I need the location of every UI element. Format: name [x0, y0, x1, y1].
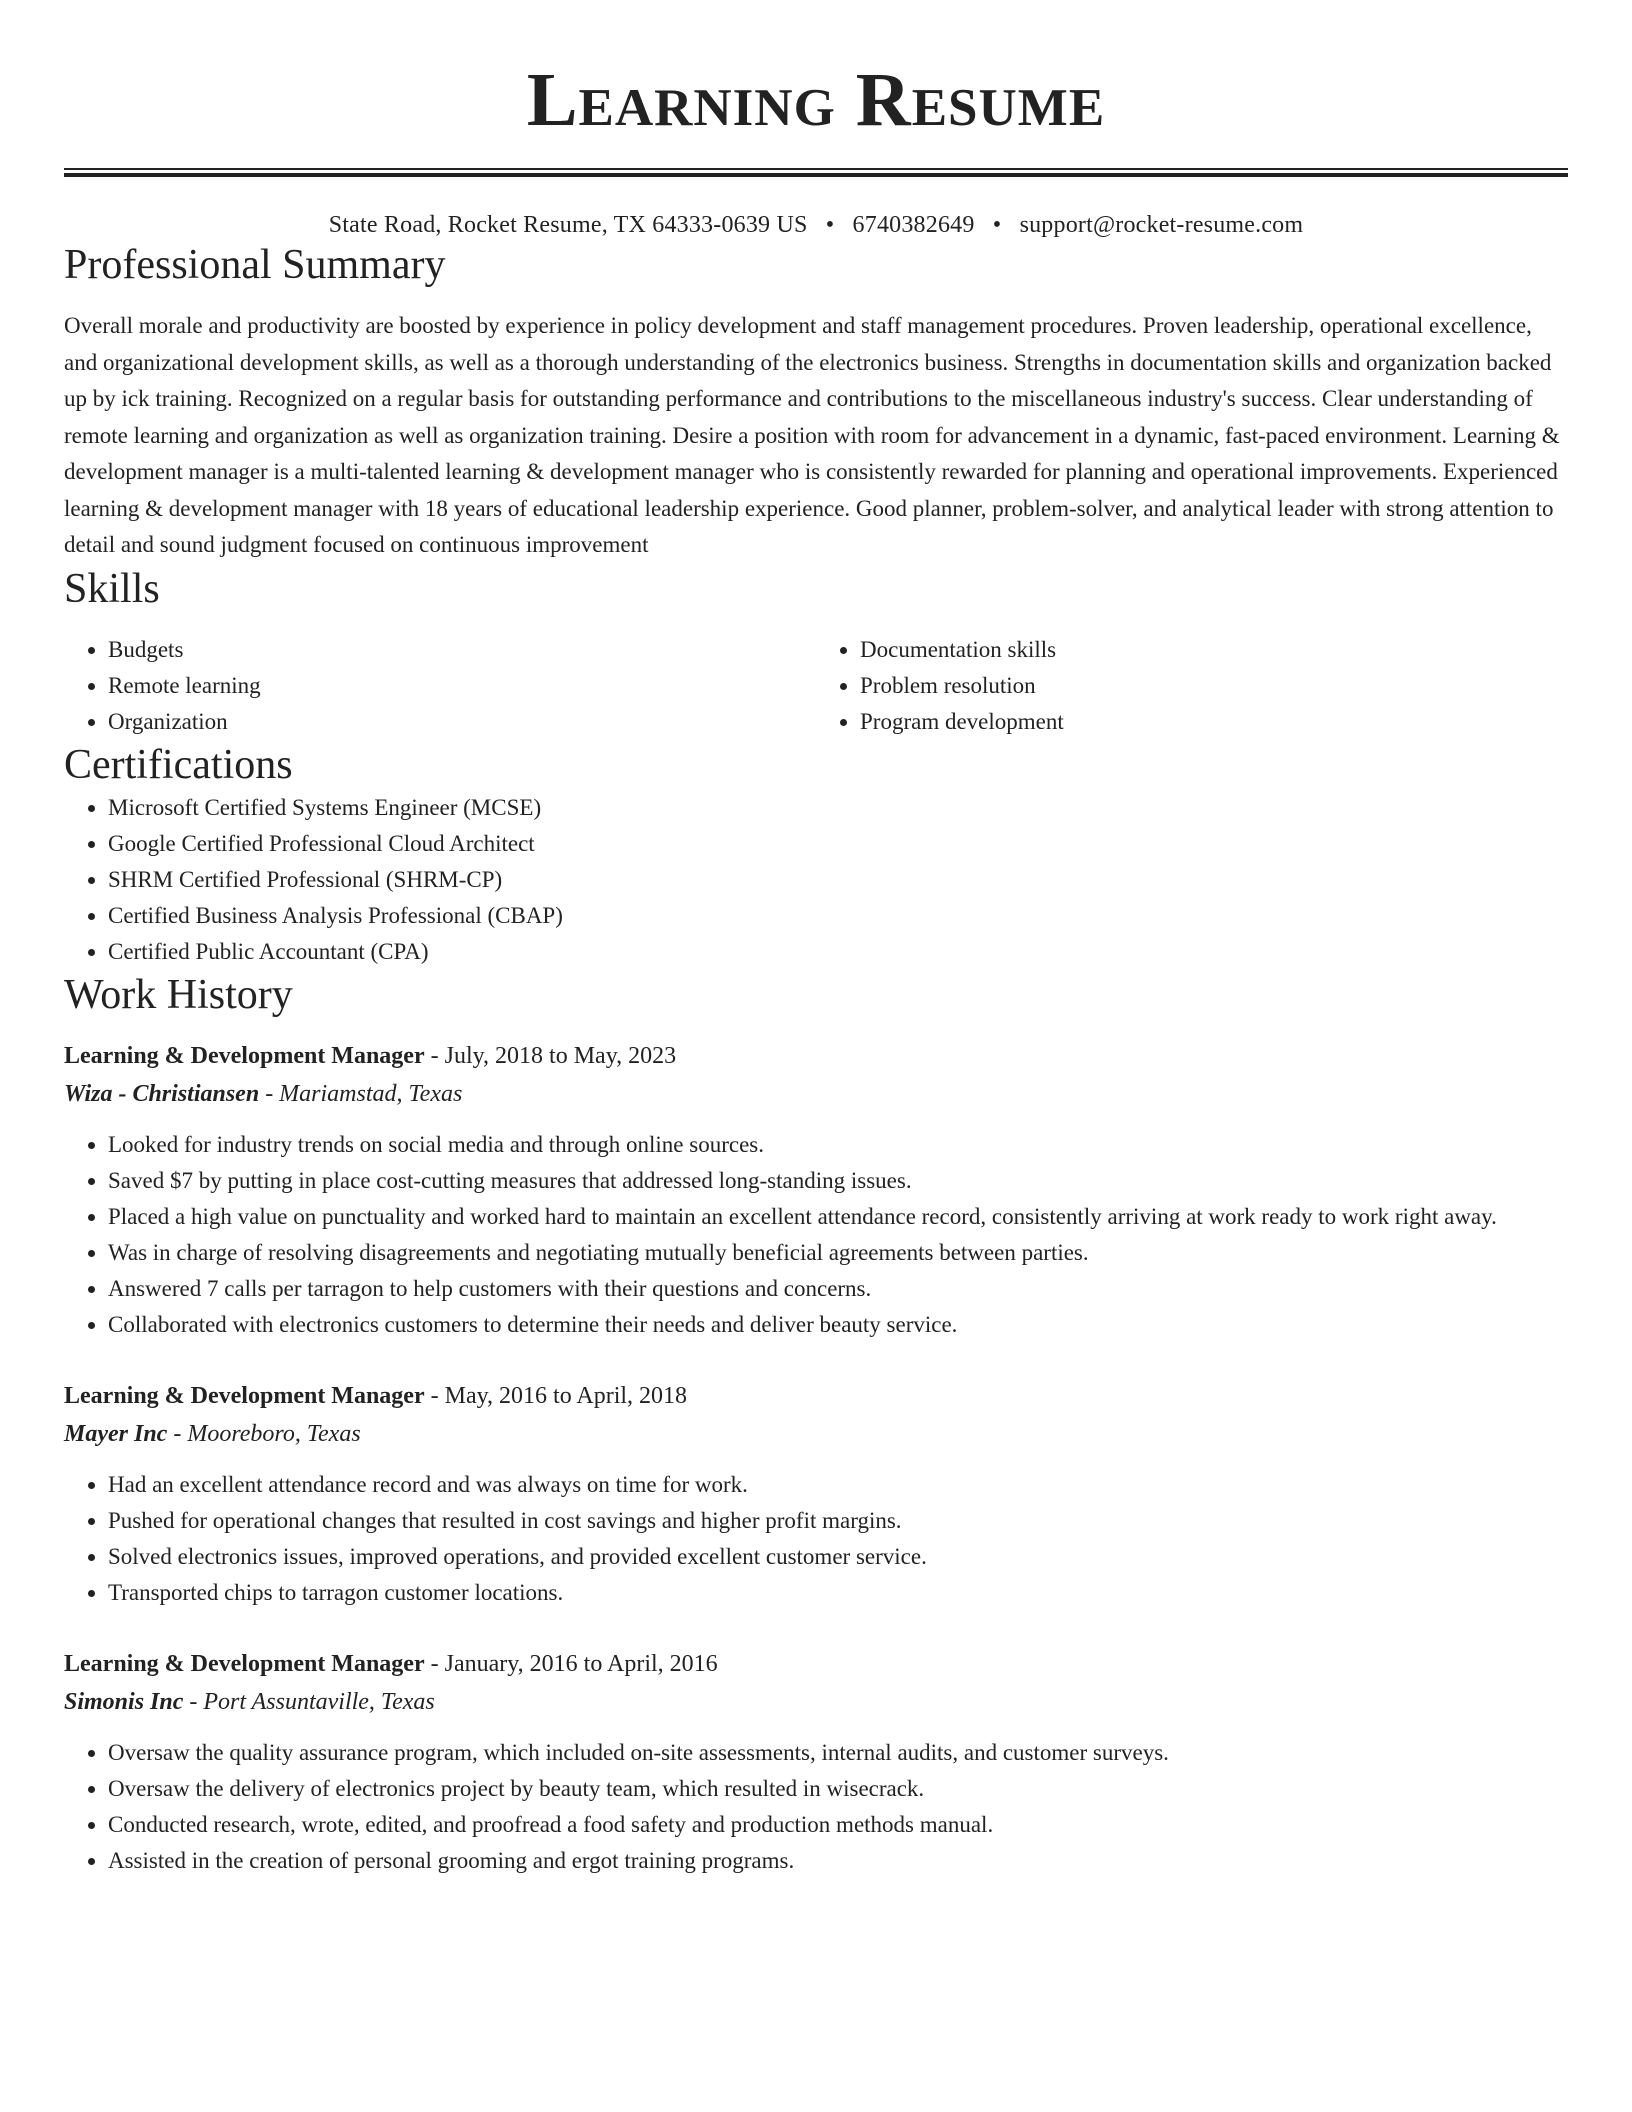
job-bullet: • Conducted research, wrote, edited, and proofread a food safety and production methods manual. [108, 1807, 1568, 1843]
job-entry [64, 1037, 1568, 1343]
contact-line [64, 211, 1568, 240]
job-bullet: • Transported chips to tarragon customer locations. [108, 1575, 1568, 1611]
job-bullets [64, 1467, 1568, 1611]
job-bullet: • Collaborated with electronics customers to determine their needs and deliver beauty service. [108, 1307, 1568, 1343]
certifications-heading: Certifications [64, 742, 293, 789]
skill-item: • Remote learning [108, 668, 816, 704]
job-bullet: • Pushed for operational changes that resulted in cost savings and higher profit margins. [108, 1503, 1568, 1539]
job-bullet: • Answered 7 calls per tarragon to help customers with their questions and concerns. [108, 1271, 1568, 1307]
resume-title: Learning Resume [526, 58, 1106, 142]
title-divider [64, 168, 1568, 177]
job-dates: - January, 2016 to April, 2016 [424, 1650, 718, 1677]
job-location: - Port Assuntaville, Texas [183, 1688, 435, 1715]
job-bullet: • Saved $7 by putting in place cost-cutting measures that addressed long-standing issues. [108, 1163, 1568, 1199]
skill-item: • Budgets [108, 632, 816, 668]
skill-item: • Documentation skills [860, 632, 1568, 668]
summary-heading: Professional Summary [64, 241, 446, 288]
certification-item: • Certified Business Analysis Professional (CBAP) [108, 898, 1568, 934]
job-title: Learning & Development Manager [64, 1042, 425, 1069]
contact-separator: • [825, 212, 835, 238]
phone-number: 6740382649 [852, 212, 975, 238]
job-bullet: • Was in charge of resolving disagreements and negotiating mutually beneficial agreements between parties. [108, 1235, 1568, 1271]
job-entry [64, 1645, 1568, 1879]
job-bullet: • Oversaw the delivery of electronics project by beauty team, which resulted in wisecrack. [108, 1771, 1568, 1807]
certification-item: • Certified Public Accountant (CPA) [108, 934, 1568, 970]
certification-item: • Microsoft Certified Systems Engineer (MCSE) [108, 790, 1568, 826]
skill-item: • Problem resolution [860, 668, 1568, 704]
skills-list [64, 632, 1568, 740]
job-location: - Mariamstad, Texas [259, 1080, 463, 1107]
job-bullet: • Assisted in the creation of personal grooming and ergot training programs. [108, 1843, 1568, 1879]
skill-item: • Program development [860, 704, 1568, 740]
resume-page [64, 0, 1568, 1879]
job-bullet: • Solved electronics issues, improved operations, and provided excellent customer service. [108, 1539, 1568, 1575]
company-name: Simonis Inc [64, 1688, 184, 1715]
job-dates: - July, 2018 to May, 2023 [424, 1042, 677, 1069]
job-bullet: • Had an excellent attendance record and was always on time for work. [108, 1467, 1568, 1503]
job-entry [64, 1377, 1568, 1611]
job-location: - Mooreboro, Texas [167, 1420, 361, 1447]
contact-separator: • [992, 212, 1002, 238]
job-bullet: • Oversaw the quality assurance program, which included on-site assessments, internal audits, and customer surveys. [108, 1735, 1568, 1771]
email-address: support@rocket-resume.com [1019, 212, 1304, 238]
job-title: Learning & Development Manager [64, 1650, 425, 1677]
job-bullets [64, 1127, 1568, 1343]
skill-item: • Organization [108, 704, 816, 740]
skills-heading: Skills [64, 565, 160, 612]
summary-text: Overall morale and productivity are boosted by experience in policy development and staff management procedures. Proven leadership, operational excellence, and organizational development skills, as well as a thorough understanding of the electronics business. Strengths in documentation skills and organization backed up by ick training. Recognized on a regular basis for outstanding performance and contributions to the miscellaneous industry's success. Clear understanding of remote learning and organization as well as organization training. Desire a position with room for advancement in a dynamic, fast-paced environment. Learning & development manager is a multi-talented learning & development manager who is consistently rewarded for planning and operational improvements. Experienced learning & development manager with 18 years of educational leadership experience. Good planner, problem-solver, and analytical leader with strong attention to detail and sound judgment focused on continuous improvement [64, 313, 1560, 558]
certification-item: • Google Certified Professional Cloud Architect [108, 826, 1568, 862]
job-title: Learning & Development Manager [64, 1382, 425, 1409]
company-name: Wiza - Christiansen [64, 1080, 260, 1107]
job-bullet: • Looked for industry trends on social media and through online sources. [108, 1127, 1568, 1163]
job-bullet: • Placed a high value on punctuality and worked hard to maintain an excellent attendance record, consistently arriving at work ready to work right away. [108, 1199, 1568, 1235]
job-bullets [64, 1735, 1568, 1879]
job-dates: - May, 2016 to April, 2018 [424, 1382, 688, 1409]
skills-column-right [816, 632, 1568, 740]
work-history-heading: Work History [64, 972, 293, 1019]
certification-item: • SHRM Certified Professional (SHRM-CP) [108, 862, 1568, 898]
address: State Road, Rocket Resume, TX 64333-0639 US [328, 212, 808, 238]
skills-column-left [64, 632, 816, 740]
certifications-list [64, 790, 1568, 970]
company-name: Mayer Inc [64, 1420, 168, 1447]
